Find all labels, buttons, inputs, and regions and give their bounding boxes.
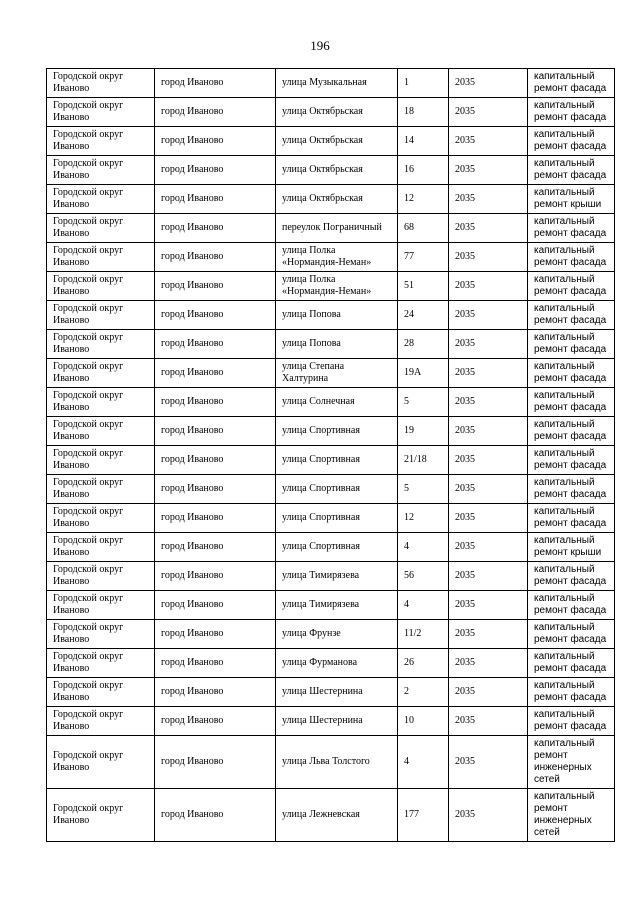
district-cell: Городской округ Иваново <box>47 127 155 156</box>
work-type-cell: капитальный ремонт фасада <box>528 359 615 388</box>
table-row <box>47 388 615 417</box>
locality-cell: город Иваново <box>155 678 276 707</box>
work-type-cell: капитальный ремонт фасада <box>528 562 615 591</box>
house-number-cell: 68 <box>398 214 449 243</box>
page-number: 196 <box>310 38 330 53</box>
work-type-cell: капитальный ремонт фасада <box>528 446 615 475</box>
house-number-cell: 56 <box>398 562 449 591</box>
district-cell: Городской округ Иваново <box>47 649 155 678</box>
district-cell: Городской округ Иваново <box>47 388 155 417</box>
work-type-cell: капитальный ремонт фасада <box>528 504 615 533</box>
year-cell: 2035 <box>449 127 528 156</box>
year-cell: 2035 <box>449 388 528 417</box>
work-type-cell: капитальный ремонт фасада <box>528 301 615 330</box>
house-number-cell: 4 <box>398 736 449 789</box>
table-row <box>47 127 615 156</box>
year-cell: 2035 <box>449 301 528 330</box>
district-cell: Городской округ Иваново <box>47 446 155 475</box>
table-row <box>47 214 615 243</box>
district-cell: Городской округ Иваново <box>47 330 155 359</box>
house-number-cell: 51 <box>398 272 449 301</box>
district-cell: Городской округ Иваново <box>47 301 155 330</box>
district-cell: Городской округ Иваново <box>47 533 155 562</box>
house-number-cell: 14 <box>398 127 449 156</box>
work-type-cell: капитальный ремонт фасада <box>528 649 615 678</box>
table-row <box>47 359 615 388</box>
house-number-cell: 11/2 <box>398 620 449 649</box>
year-cell: 2035 <box>449 678 528 707</box>
table-row <box>47 243 615 272</box>
street-cell: улица Попова <box>276 301 398 330</box>
locality-cell: город Иваново <box>155 388 276 417</box>
house-number-cell: 5 <box>398 475 449 504</box>
work-type-cell: капитальный ремонт фасада <box>528 98 615 127</box>
table-row <box>47 789 615 842</box>
street-cell: улица Тимирязева <box>276 562 398 591</box>
work-type-cell: капитальный ремонт фасада <box>528 707 615 736</box>
year-cell: 2035 <box>449 417 528 446</box>
work-type-cell: капитальный ремонт фасада <box>528 127 615 156</box>
work-type-cell: капитальный ремонт инженерных сетей <box>528 789 615 842</box>
street-cell: улица Фурманова <box>276 649 398 678</box>
locality-cell: город Иваново <box>155 214 276 243</box>
year-cell: 2035 <box>449 214 528 243</box>
house-number-cell: 21/18 <box>398 446 449 475</box>
work-type-cell: капитальный ремонт фасада <box>528 620 615 649</box>
street-cell: улица Спортивная <box>276 475 398 504</box>
table-row <box>47 185 615 214</box>
work-type-cell: капитальный ремонт фасада <box>528 475 615 504</box>
district-cell: Городской округ Иваново <box>47 707 155 736</box>
locality-cell: город Иваново <box>155 156 276 185</box>
district-cell: Городской округ Иваново <box>47 417 155 446</box>
street-cell: улица Спортивная <box>276 504 398 533</box>
house-number-cell: 5 <box>398 388 449 417</box>
locality-cell: город Иваново <box>155 591 276 620</box>
district-cell: Городской округ Иваново <box>47 736 155 789</box>
table-row <box>47 272 615 301</box>
street-cell: улица Степана Халтурина <box>276 359 398 388</box>
street-cell: улица Спортивная <box>276 533 398 562</box>
street-cell: улица Октябрьская <box>276 185 398 214</box>
locality-cell: город Иваново <box>155 620 276 649</box>
district-cell: Городской округ Иваново <box>47 98 155 127</box>
year-cell: 2035 <box>449 446 528 475</box>
year-cell: 2035 <box>449 649 528 678</box>
locality-cell: город Иваново <box>155 649 276 678</box>
table-row <box>47 156 615 185</box>
repair-schedule-table <box>46 68 615 842</box>
locality-cell: город Иваново <box>155 69 276 98</box>
house-number-cell: 4 <box>398 533 449 562</box>
house-number-cell: 19А <box>398 359 449 388</box>
street-cell: улица Тимирязева <box>276 591 398 620</box>
house-number-cell: 19 <box>398 417 449 446</box>
work-type-cell: капитальный ремонт фасада <box>528 417 615 446</box>
house-number-cell: 2 <box>398 678 449 707</box>
work-type-cell: капитальный ремонт фасада <box>528 69 615 98</box>
district-cell: Городской округ Иваново <box>47 214 155 243</box>
table-row <box>47 562 615 591</box>
district-cell: Городской округ Иваново <box>47 185 155 214</box>
locality-cell: город Иваново <box>155 330 276 359</box>
locality-cell: город Иваново <box>155 185 276 214</box>
house-number-cell: 18 <box>398 98 449 127</box>
district-cell: Городской округ Иваново <box>47 562 155 591</box>
work-type-cell: капитальный ремонт фасада <box>528 243 615 272</box>
table-row <box>47 533 615 562</box>
year-cell: 2035 <box>449 330 528 359</box>
year-cell: 2035 <box>449 156 528 185</box>
locality-cell: город Иваново <box>155 736 276 789</box>
year-cell: 2035 <box>449 69 528 98</box>
year-cell: 2035 <box>449 736 528 789</box>
locality-cell: город Иваново <box>155 533 276 562</box>
street-cell: улица Спортивная <box>276 446 398 475</box>
locality-cell: город Иваново <box>155 243 276 272</box>
street-cell: улица Музыкальная <box>276 69 398 98</box>
year-cell: 2035 <box>449 98 528 127</box>
locality-cell: город Иваново <box>155 789 276 842</box>
street-cell: переулок Пограничный <box>276 214 398 243</box>
work-type-cell: капитальный ремонт фасада <box>528 156 615 185</box>
table-row <box>47 301 615 330</box>
work-type-cell: капитальный ремонт фасада <box>528 591 615 620</box>
district-cell: Городской округ Иваново <box>47 475 155 504</box>
district-cell: Городской округ Иваново <box>47 620 155 649</box>
year-cell: 2035 <box>449 243 528 272</box>
locality-cell: город Иваново <box>155 301 276 330</box>
house-number-cell: 26 <box>398 649 449 678</box>
year-cell: 2035 <box>449 707 528 736</box>
street-cell: улица Фрунзе <box>276 620 398 649</box>
locality-cell: город Иваново <box>155 417 276 446</box>
district-cell: Городской округ Иваново <box>47 789 155 842</box>
table-row <box>47 98 615 127</box>
house-number-cell: 77 <box>398 243 449 272</box>
district-cell: Городской округ Иваново <box>47 678 155 707</box>
table-row <box>47 504 615 533</box>
street-cell: улица Октябрьская <box>276 98 398 127</box>
work-type-cell: капитальный ремонт фасада <box>528 678 615 707</box>
table-body <box>47 69 615 842</box>
table-row <box>47 69 615 98</box>
street-cell: улица Полка «Нормандия-Неман» <box>276 243 398 272</box>
year-cell: 2035 <box>449 504 528 533</box>
district-cell: Городской округ Иваново <box>47 591 155 620</box>
table-row <box>47 446 615 475</box>
year-cell: 2035 <box>449 789 528 842</box>
year-cell: 2035 <box>449 185 528 214</box>
work-type-cell: капитальный ремонт фасада <box>528 330 615 359</box>
street-cell: улица Шестернина <box>276 678 398 707</box>
street-cell: улица Льва Толстого <box>276 736 398 789</box>
district-cell: Городской округ Иваново <box>47 69 155 98</box>
locality-cell: город Иваново <box>155 98 276 127</box>
table-row <box>47 417 615 446</box>
house-number-cell: 1 <box>398 69 449 98</box>
work-type-cell: капитальный ремонт инженерных сетей <box>528 736 615 789</box>
table-row <box>47 591 615 620</box>
year-cell: 2035 <box>449 475 528 504</box>
table-row <box>47 678 615 707</box>
table-row <box>47 620 615 649</box>
table-row <box>47 736 615 789</box>
locality-cell: город Иваново <box>155 272 276 301</box>
locality-cell: город Иваново <box>155 562 276 591</box>
street-cell: улица Шестернина <box>276 707 398 736</box>
work-type-cell: капитальный ремонт фасада <box>528 388 615 417</box>
year-cell: 2035 <box>449 620 528 649</box>
year-cell: 2035 <box>449 562 528 591</box>
table-row <box>47 707 615 736</box>
house-number-cell: 4 <box>398 591 449 620</box>
house-number-cell: 24 <box>398 301 449 330</box>
street-cell: улица Лежневская <box>276 789 398 842</box>
table-row <box>47 649 615 678</box>
year-cell: 2035 <box>449 591 528 620</box>
locality-cell: город Иваново <box>155 707 276 736</box>
street-cell: улица Попова <box>276 330 398 359</box>
year-cell: 2035 <box>449 272 528 301</box>
house-number-cell: 12 <box>398 504 449 533</box>
locality-cell: город Иваново <box>155 359 276 388</box>
district-cell: Городской округ Иваново <box>47 156 155 185</box>
house-number-cell: 16 <box>398 156 449 185</box>
house-number-cell: 177 <box>398 789 449 842</box>
work-type-cell: капитальный ремонт фасада <box>528 214 615 243</box>
street-cell: улица Октябрьская <box>276 127 398 156</box>
table-row <box>47 475 615 504</box>
year-cell: 2035 <box>449 533 528 562</box>
street-cell: улица Октябрьская <box>276 156 398 185</box>
work-type-cell: капитальный ремонт крыши <box>528 185 615 214</box>
house-number-cell: 28 <box>398 330 449 359</box>
street-cell: улица Полка «Нормандия-Неман» <box>276 272 398 301</box>
district-cell: Городской округ Иваново <box>47 504 155 533</box>
district-cell: Городской округ Иваново <box>47 272 155 301</box>
locality-cell: город Иваново <box>155 475 276 504</box>
street-cell: улица Солнечная <box>276 388 398 417</box>
work-type-cell: капитальный ремонт фасада <box>528 272 615 301</box>
district-cell: Городской округ Иваново <box>47 359 155 388</box>
locality-cell: город Иваново <box>155 446 276 475</box>
locality-cell: город Иваново <box>155 127 276 156</box>
work-type-cell: капитальный ремонт крыши <box>528 533 615 562</box>
locality-cell: город Иваново <box>155 504 276 533</box>
house-number-cell: 10 <box>398 707 449 736</box>
district-cell: Городской округ Иваново <box>47 243 155 272</box>
house-number-cell: 12 <box>398 185 449 214</box>
year-cell: 2035 <box>449 359 528 388</box>
table-row <box>47 330 615 359</box>
street-cell: улица Спортивная <box>276 417 398 446</box>
